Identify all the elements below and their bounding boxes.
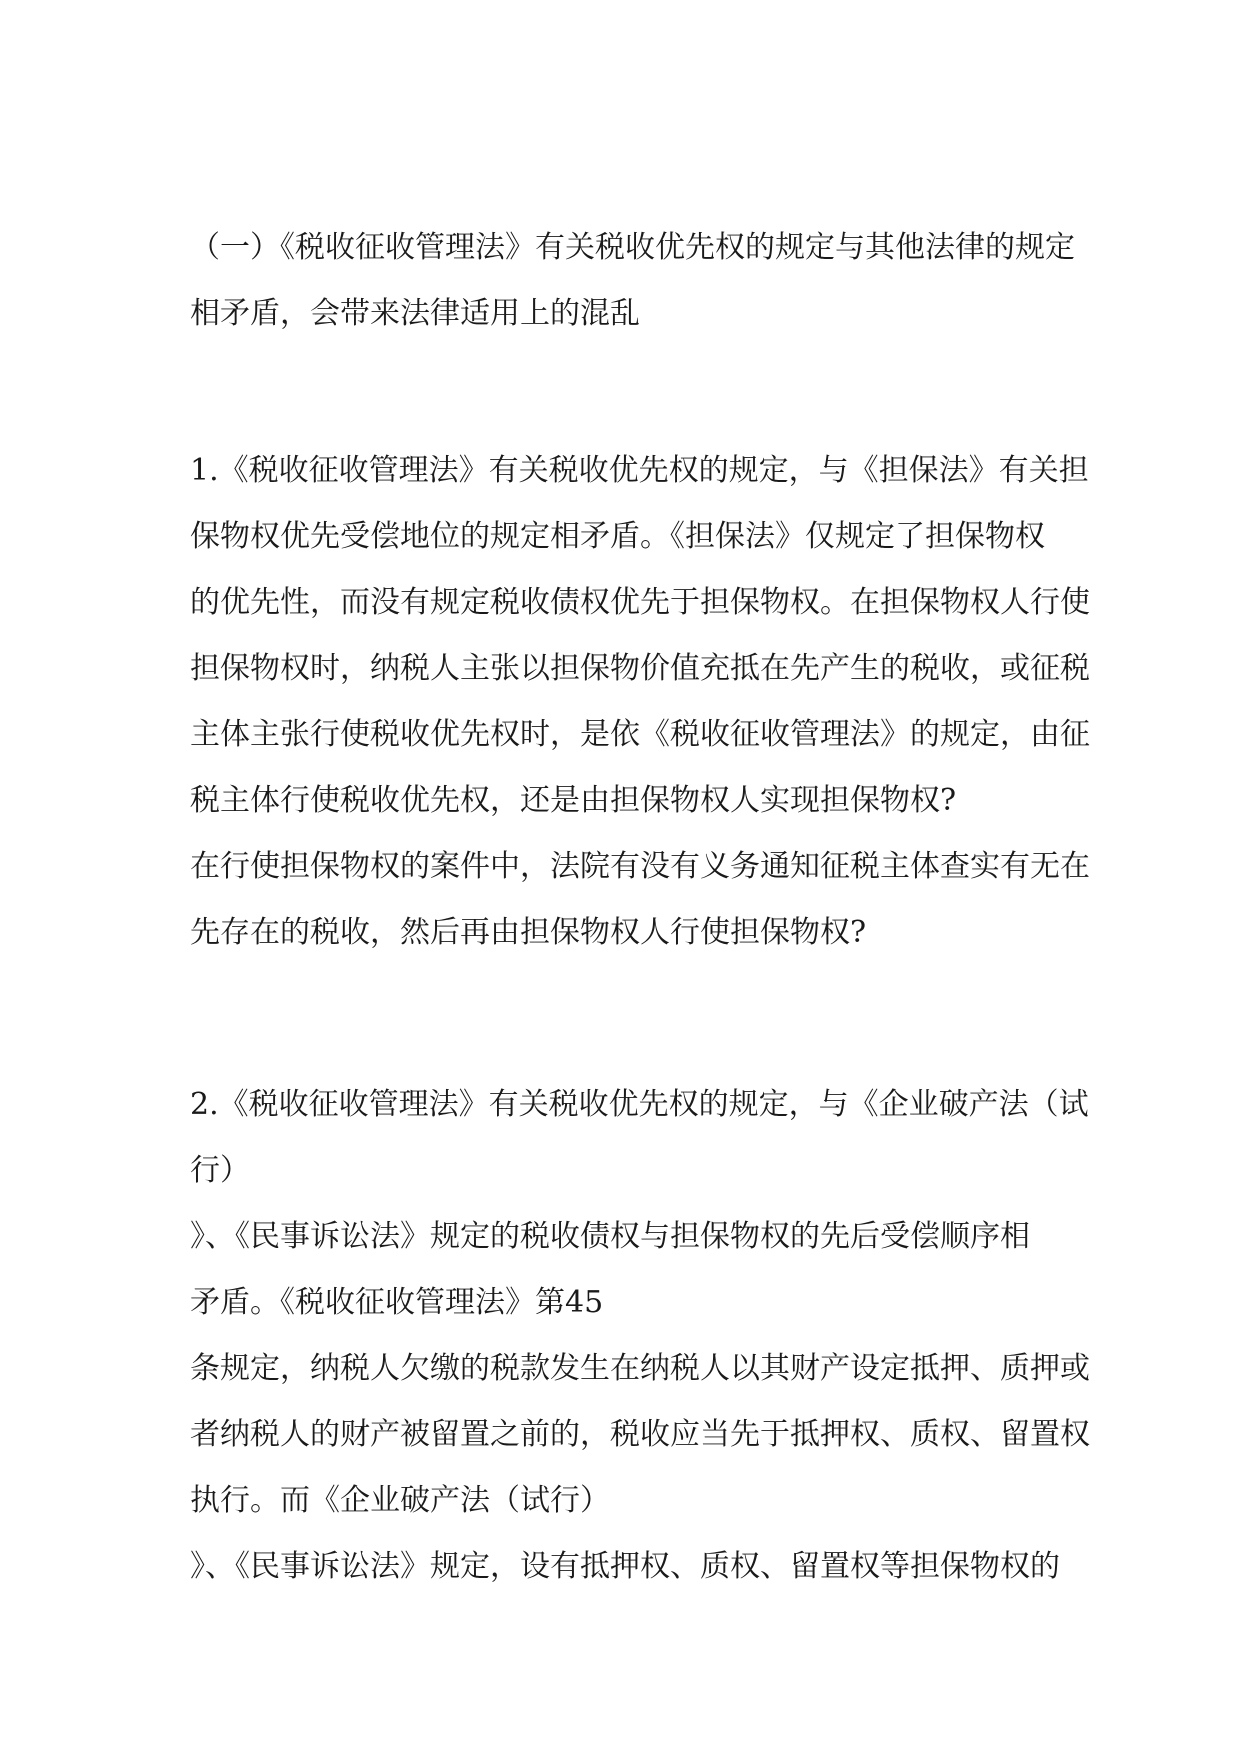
paragraph-1-line: 先存在的税收，然后再由担保物权人行使担保物权? (190, 915, 867, 950)
paragraph-1-line: 1.《税收征收管理法》有关税收优先权的规定，与《担保法》有关担 (190, 453, 1089, 488)
paragraph-1-line: 在行使担保物权的案件中，法院有没有义务通知征税主体查实有无在 (190, 849, 1090, 884)
paragraph-2-line: 2.《税收征收管理法》有关税收优先权的规定，与《企业破产法（试 (190, 1087, 1089, 1122)
paragraph-1-line: 税主体行使税收优先权，还是由担保物权人实现担保物权? (190, 783, 957, 818)
paragraph-2-line: 矛盾。《税收征收管理法》第45 (190, 1285, 604, 1320)
paragraph-2-line: 行） (190, 1153, 250, 1188)
paragraph-2-line: 者纳税人的财产被留置之前的，税收应当先于抵押权、质权、留置权 (190, 1417, 1090, 1452)
paragraph-1 (190, 438, 1090, 966)
paragraph-1-line: 主体主张行使税收优先权时，是依《税收征收管理法》的规定，由征 (190, 717, 1090, 752)
paragraph-2-line: 》、《民事诉讼法》规定，设有抵押权、质权、留置权等担保物权的 (190, 1549, 1060, 1584)
paragraph-2-line: 条规定，纳税人欠缴的税款发生在纳税人以其财产设定抵押、质押或 (190, 1351, 1090, 1386)
paragraph-2 (190, 1072, 1090, 1600)
heading-line-2: 相矛盾，会带来法律适用上的混乱 (190, 296, 640, 331)
paragraph-2-line: 》、《民事诉讼法》规定的税收债权与担保物权的先后受偿顺序相 (190, 1219, 1030, 1254)
heading-line-1: （一）《税收征收管理法》有关税收优先权的规定与其他法律的规定 (190, 230, 1075, 265)
paragraph-1-line: 的优先性，而没有规定税收债权优先于担保物权。在担保物权人行使 (190, 585, 1090, 620)
paragraph-2-line: 执行。而《企业破产法（试行） (190, 1483, 610, 1518)
paragraph-1-line: 担保物权时，纳税人主张以担保物价值充抵在先产生的税收，或征税 (190, 651, 1090, 686)
paragraph-1-line: 保物权优先受偿地位的规定相矛盾。《担保法》仅规定了担保物权 (190, 519, 1045, 554)
section-heading (190, 215, 1075, 347)
